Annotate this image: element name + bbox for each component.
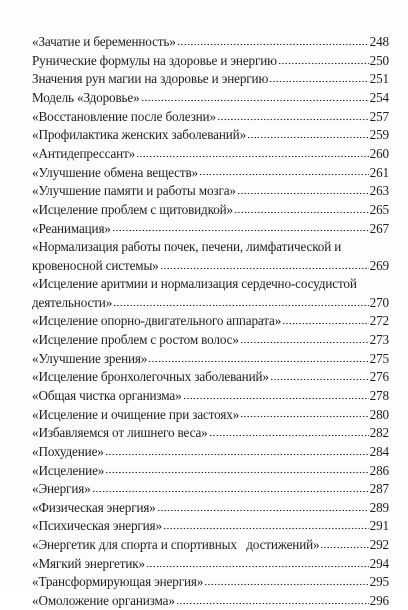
toc-entry-title: «Антидепрессант» xyxy=(32,146,136,162)
toc-entry-title-line2: кровеносной системы» xyxy=(32,257,159,273)
toc-entry-page: 254 xyxy=(369,90,389,106)
dot-leader xyxy=(92,480,369,493)
dot-leader xyxy=(105,461,368,474)
toc-entry-page: 272 xyxy=(369,313,389,329)
toc-entry-page: 292 xyxy=(369,537,389,553)
toc-entry xyxy=(32,52,389,71)
dot-leader xyxy=(176,592,369,605)
dot-leader xyxy=(240,405,369,418)
toc-entry-title: Значения рун магии на здоровье и энергию xyxy=(32,71,269,87)
toc-entry xyxy=(32,312,389,331)
toc-entry-page: 291 xyxy=(369,518,389,534)
toc-entry-multiline xyxy=(32,238,389,275)
toc-entry-title: «Энергетик для спорта и спортивных достижений» xyxy=(32,537,320,553)
toc-entry-page: 287 xyxy=(369,481,389,497)
toc-entry xyxy=(32,461,389,480)
toc-entry-page: 261 xyxy=(369,164,389,180)
toc-entry-title: «Реанимация» xyxy=(32,220,111,236)
toc-entry xyxy=(32,424,389,443)
dot-leader xyxy=(278,52,369,65)
toc-entry-title: «Исцеление и очищение при застоях» xyxy=(32,406,240,422)
toc-entry-page: 275 xyxy=(369,350,389,366)
toc-entry-title: «Энергия» xyxy=(32,481,91,497)
toc-entry-title-line2: деятельности» xyxy=(32,294,113,310)
toc-entry-page: 269 xyxy=(369,257,389,273)
toc-entry-title: Рунические формулы на здоровье и энергию xyxy=(32,52,277,68)
dot-leader xyxy=(113,294,369,307)
toc-entry-page: 270 xyxy=(369,294,389,310)
dot-leader xyxy=(146,555,369,568)
dot-leader xyxy=(136,145,369,158)
toc-entry-page: 263 xyxy=(369,183,389,199)
toc-entry xyxy=(32,350,389,369)
toc-entry-title: «Исцеление проблем с щитовидкой» xyxy=(32,201,234,217)
toc-entry-title: «Зачатие и беременность» xyxy=(32,34,176,50)
toc-entry xyxy=(32,405,389,424)
dot-leader xyxy=(237,182,369,195)
toc-entry xyxy=(32,89,389,108)
toc-entry xyxy=(32,126,389,145)
toc-entry-title: «Омоложение организма» xyxy=(32,593,175,609)
toc-entry-page: 250 xyxy=(369,52,389,68)
toc-entry-multiline xyxy=(32,275,389,312)
toc-entry-title: «Восстановление после болезни» xyxy=(32,108,216,124)
toc-entry-page: 273 xyxy=(369,332,389,348)
toc-entry-page: 289 xyxy=(369,499,389,515)
dot-leader xyxy=(199,163,369,176)
toc-entry xyxy=(32,70,389,89)
toc-entry-title: «Профилактика женских заболеваний» xyxy=(32,127,247,143)
dot-leader xyxy=(247,126,369,139)
table-of-contents xyxy=(32,33,389,610)
toc-entry xyxy=(32,145,389,164)
toc-entry-title: «Общая чистка организма» xyxy=(32,387,182,403)
toc-entry xyxy=(32,108,389,127)
toc-entry-page: 259 xyxy=(369,127,389,143)
toc-entry xyxy=(32,368,389,387)
toc-entry xyxy=(32,201,389,220)
toc-entry-title: «Мягкий энергетик» xyxy=(32,555,145,571)
dot-leader xyxy=(105,443,369,456)
toc-entry xyxy=(32,331,389,350)
dot-leader xyxy=(282,312,368,325)
toc-entry xyxy=(32,499,389,518)
toc-entry-title: «Исцеление» xyxy=(32,462,105,478)
toc-entry xyxy=(32,219,389,238)
toc-entry-page: 282 xyxy=(369,425,389,441)
dot-leader xyxy=(234,201,369,214)
toc-entry xyxy=(32,163,389,182)
toc-entry-page: 278 xyxy=(369,387,389,403)
toc-entry-title: «Избавляемся от лишнего веса» xyxy=(32,425,208,441)
toc-entry-title: «Исцеление опорно-двигательного аппарата» xyxy=(32,313,282,329)
toc-entry-page: 248 xyxy=(369,34,389,50)
dot-leader xyxy=(209,424,369,437)
dot-leader xyxy=(141,89,369,102)
dot-leader xyxy=(269,70,369,83)
dot-leader xyxy=(163,517,369,530)
toc-entry-title: «Психическая энергия» xyxy=(32,518,162,534)
toc-entry-title: «Исцеление бронхолегочных заболеваний» xyxy=(32,369,269,385)
dot-leader xyxy=(320,536,368,549)
toc-entry-title-line1: «Нормализация работы почек, печени, лимфатической и xyxy=(32,239,342,255)
toc-entry-page: 295 xyxy=(369,574,389,590)
dot-leader xyxy=(204,573,368,586)
dot-leader xyxy=(160,257,369,270)
toc-entry-page: 260 xyxy=(369,146,389,162)
toc-entry-page: 286 xyxy=(369,462,389,478)
toc-entry-page: 296 xyxy=(369,593,389,609)
toc-entry-title: Модель «Здоровье» xyxy=(32,90,140,106)
toc-entry xyxy=(32,33,389,52)
dot-leader xyxy=(217,108,369,121)
toc-entry xyxy=(32,182,389,201)
toc-entry-title: «Улучшение зрения» xyxy=(32,350,148,366)
toc-entry-title: «Улучшение обмена веществ» xyxy=(32,164,198,180)
dot-leader xyxy=(112,219,369,232)
dot-leader xyxy=(157,499,369,512)
toc-entry xyxy=(32,536,389,555)
toc-entry xyxy=(32,387,389,406)
toc-entry-title: «Улучшение памяти и работы мозга» xyxy=(32,183,236,199)
toc-entry-page: 276 xyxy=(369,369,389,385)
dot-leader xyxy=(183,387,369,400)
toc-entry-page: 294 xyxy=(369,555,389,571)
toc-entry-page: 280 xyxy=(369,406,389,422)
toc-entry xyxy=(32,573,389,592)
toc-entry-page: 251 xyxy=(369,71,389,87)
toc-entry-page: 284 xyxy=(369,443,389,459)
toc-entry xyxy=(32,517,389,536)
toc-entry xyxy=(32,592,389,610)
toc-entry-page: 257 xyxy=(369,108,389,124)
toc-entry xyxy=(32,555,389,574)
dot-leader xyxy=(270,368,369,381)
dot-leader xyxy=(148,350,368,363)
dot-leader xyxy=(240,331,369,344)
toc-entry-page: 267 xyxy=(369,220,389,236)
toc-entry-title: «Похудение» xyxy=(32,443,104,459)
dot-leader xyxy=(177,33,369,46)
toc-entry xyxy=(32,480,389,499)
toc-entry-title-line1: «Исцеление аритмии и нормализация сердечно-сосудистой xyxy=(32,276,357,292)
toc-entry-page: 265 xyxy=(369,201,389,217)
toc-entry-title: «Физическая энергия» xyxy=(32,499,156,515)
toc-entry xyxy=(32,443,389,462)
toc-entry-title: «Исцеление проблем с ростом волос» xyxy=(32,332,239,348)
toc-entry-title: «Трансформирующая энергия» xyxy=(32,574,204,590)
